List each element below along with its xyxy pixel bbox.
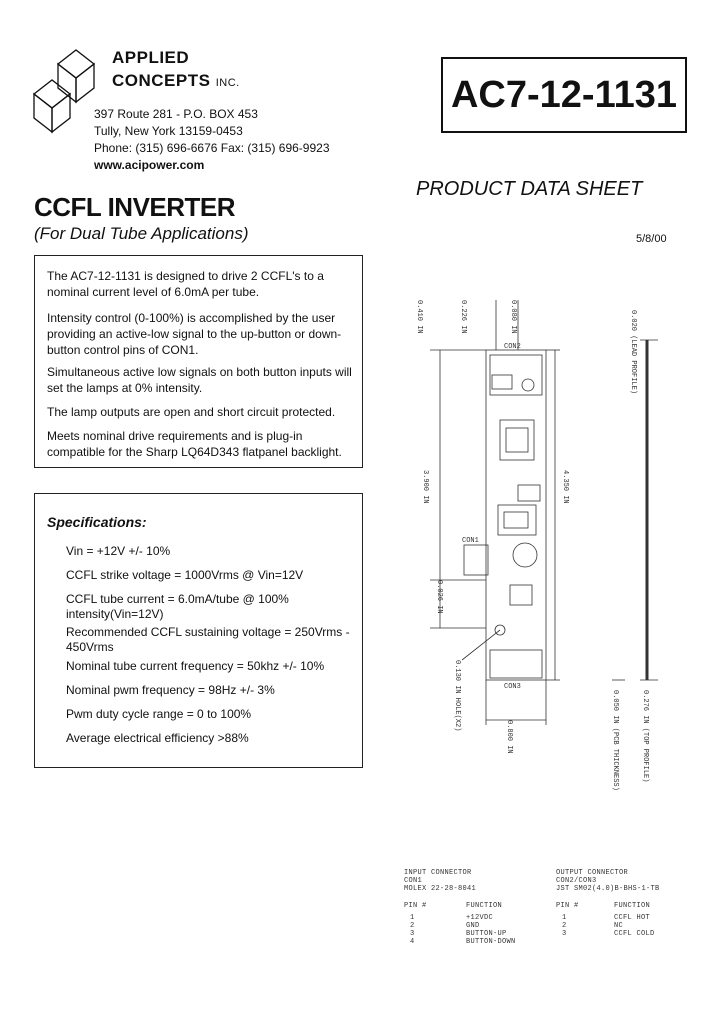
input-pin-function: +12VDC <box>466 914 494 922</box>
function-header: FUNCTION <box>466 902 503 910</box>
specifications-heading: Specifications: <box>47 514 147 530</box>
address-line-1: 397 Route 281 - P.O. BOX 453 <box>94 107 258 121</box>
output-pin-number: 1 <box>562 914 567 922</box>
page-subtitle: (For Dual Tube Applications) <box>34 224 249 243</box>
description-paragraph: The lamp outputs are open and short circuit protected. <box>47 405 336 419</box>
input-pin-function: BUTTON-DOWN <box>466 938 516 946</box>
output-connector-title: OUTPUT CONNECTOR <box>556 869 629 877</box>
function-header: FUNCTION <box>614 902 651 910</box>
con3-label: CON3 <box>504 683 521 691</box>
description-paragraph: Meets nominal drive requirements and is plug-in compatible for the Sharp LQ64D343 flatpanel backlight. <box>47 429 342 459</box>
output-pin-number: 3 <box>562 930 567 938</box>
spec-item: Average electrical efficiency >88% <box>66 731 249 745</box>
dim-label: 0.410 IN <box>415 300 423 334</box>
date: 5/8/00 <box>636 233 667 245</box>
phone-fax: Phone: (315) 696-6676 Fax: (315) 696-9923 <box>94 141 330 155</box>
dim-label: 0.276 IN (TOP PROFILE) <box>641 690 649 783</box>
spec-item: Vin = +12V +/- 10% <box>66 544 171 558</box>
input-pin-function: BUTTON-UP <box>466 930 507 938</box>
input-pin-number: 3 <box>410 930 415 938</box>
company-name: APPLIED <box>112 48 190 67</box>
output-pin-function: NC <box>614 922 624 930</box>
input-connector-ref: CON1 <box>404 877 423 885</box>
output-pin-number: 2 <box>562 922 567 930</box>
dim-label: 0.226 IN <box>459 300 467 334</box>
specifications-box <box>34 493 363 768</box>
input-pin-function: GND <box>466 922 480 930</box>
dim-label: 4.350 IN <box>561 470 569 504</box>
output-connector-part: JST SM02(4.0)B-BHS-1-TB <box>556 885 660 893</box>
dim-label: 3.900 IN <box>421 470 429 504</box>
mechanical-drawing <box>400 280 700 840</box>
spec-item: Pwm duty cycle range = 0 to 100% <box>66 707 252 721</box>
input-pin-number: 2 <box>410 922 415 930</box>
output-pin-function: CCFL HOT <box>614 914 651 922</box>
website: www.acipower.com <box>94 158 205 172</box>
company-inc: INC. <box>215 77 240 89</box>
dim-label: 0.050 IN (PCB THICKNESS) <box>611 690 619 791</box>
dim-label: 0.800 IN <box>505 720 513 754</box>
input-pin-number: 1 <box>410 914 415 922</box>
page-title: CCFL INVERTER <box>34 192 236 222</box>
output-connector-ref: CON2/CON3 <box>556 877 597 885</box>
con1-label: CON1 <box>462 537 479 545</box>
description-paragraph: Simultaneous active low signals on both button inputs will set the lamps at 0% intensity. <box>47 365 352 395</box>
pin-header: PIN # <box>404 902 427 910</box>
spec-item: CCFL tube current = 6.0mA/tube @ 100% intensity(Vin=12V) <box>66 592 289 621</box>
part-number: AC7-12-1131 <box>441 57 687 133</box>
dim-label: 0.130 IN HOLE(X2) <box>453 660 461 732</box>
sheet-type: PRODUCT DATA SHEET <box>416 178 643 200</box>
input-pin-number: 4 <box>410 938 415 946</box>
pin-header: PIN # <box>556 902 579 910</box>
spec-item: Nominal pwm frequency = 98Hz +/- 3% <box>66 683 275 697</box>
address-line-2: Tully, New York 13159-0453 <box>94 124 243 138</box>
dim-label: 0.026 IN <box>435 580 443 614</box>
description-box <box>34 255 363 468</box>
input-connector-part: MOLEX 22-28-8041 <box>404 885 477 893</box>
spec-item: Recommended CCFL sustaining voltage = 250Vrms - 450Vrms <box>66 625 350 654</box>
output-pin-function: CCFL COLD <box>614 930 655 938</box>
input-connector-title: INPUT CONNECTOR <box>404 869 472 877</box>
spec-item: Nominal tube current frequency = 50khz +/- 10% <box>66 659 325 673</box>
dim-label: 0.020 (LEAD PROFILE) <box>629 310 637 395</box>
dim-label: 0.080 IN <box>509 300 517 334</box>
spec-item: CCFL strike voltage = 1000Vrms @ Vin=12V <box>66 568 304 582</box>
description-paragraph: The AC7-12-1131 is designed to drive 2 CCFL's to a nominal current level of 6.0mA per tube. <box>47 269 324 299</box>
company-name-2: CONCEPTS INC. <box>112 71 240 90</box>
con2-label: CON2 <box>504 343 521 351</box>
description-paragraph: Intensity control (0-100%) is accomplished by the user providing an active-low signal to the up-button or down-button control pins of CON1. <box>47 311 342 357</box>
